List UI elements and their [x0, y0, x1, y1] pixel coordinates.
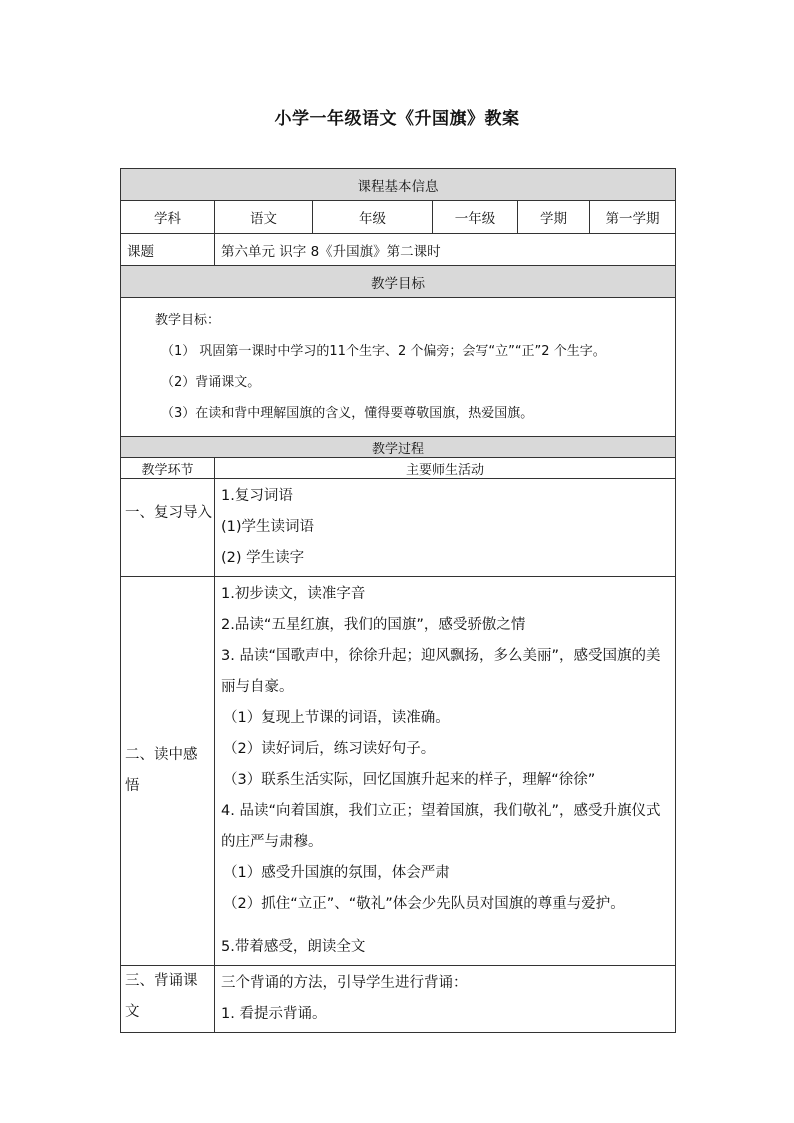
activity-line: （2）抓住“立正”、“敬礼”体会少先队员对国旗的尊重与爱护。 — [223, 896, 625, 912]
term-label: 学期 — [518, 201, 590, 234]
activity-line: 4. 品读“向着国旗，我们立正；望着国旗，我们敬礼”，感受升旗仪式的庄严与肃穆。 — [221, 803, 661, 850]
activity-line: （3）联系生活实际，回忆国旗升起来的样子，理解“徐徐” — [223, 772, 596, 788]
activity-line: 1.初步读文，读准字音 — [221, 586, 366, 602]
process-header: 教学过程 — [121, 437, 676, 458]
activity-line: 三个背诵的方法，引导学生进行背诵： — [221, 975, 468, 991]
section-label-text: 二、读中感悟 — [125, 747, 198, 794]
section-label-recite — [121, 966, 215, 1033]
activity-line: (1)学生读词语 — [221, 519, 315, 535]
grade-value: 一年级 — [433, 201, 518, 234]
lesson-plan-table — [120, 168, 676, 1033]
activity-column-header: 主要师生活动 — [215, 458, 676, 479]
activity-line: （1）感受升国旗的氛围，体会严肃 — [223, 865, 450, 881]
activity-line: 1.复习词语 — [221, 488, 293, 504]
objective-item: （3）在读和背中理解国旗的含义，懂得要尊敬国旗，热爱国旗。 — [161, 406, 534, 421]
activity-line: 3. 品读“国歌声中，徐徐升起；迎风飘扬，多么美丽”，感受国旗的美丽与自豪。 — [221, 648, 661, 695]
section-activities-reading — [215, 577, 676, 966]
section-label-text: 一、复习导入 — [125, 505, 212, 521]
basic-info-header: 课程基本信息 — [121, 169, 676, 201]
subject-label: 学科 — [121, 201, 215, 234]
section-label-reading — [121, 577, 215, 966]
topic-label: 课题 — [121, 234, 215, 266]
objective-item: （2）背诵课文。 — [161, 375, 261, 390]
term-value: 第一学期 — [590, 201, 676, 234]
activity-line: （2）读好词后，练习读好句子。 — [223, 741, 436, 757]
activity-line: (2) 学生读字 — [221, 550, 305, 566]
section-label-text: 三、背诵课文 — [125, 973, 198, 1020]
section-activities-recite — [215, 966, 676, 1033]
page-title: 小学一年级语文《升国旗》教案 — [274, 109, 520, 129]
grade-label: 年级 — [313, 201, 433, 234]
section-activities-review — [215, 479, 676, 577]
objectives-header: 教学目标 — [121, 266, 676, 298]
objectives-intro: 教学目标： — [155, 313, 221, 328]
stage-column-header: 教学环节 — [121, 458, 215, 479]
objective-item: （1） 巩固第一课时中学习的11个生字、2 个偏旁；会写“立”“正”2 个生字。 — [161, 344, 606, 359]
subject-value: 语文 — [215, 201, 313, 234]
section-label-review — [121, 479, 215, 577]
activity-line: 2.品读“五星红旗，我们的国旗”，感受骄傲之情 — [221, 617, 526, 633]
objectives-body — [121, 298, 676, 437]
topic-value: 第六单元 识字 8《升国旗》第二课时 — [215, 234, 676, 266]
activity-line: （1）复现上节课的词语，读准确。 — [223, 710, 450, 726]
activity-line: 1. 看提示背诵。 — [221, 1006, 327, 1022]
activity-line: 5.带着感受，朗读全文 — [221, 939, 366, 955]
